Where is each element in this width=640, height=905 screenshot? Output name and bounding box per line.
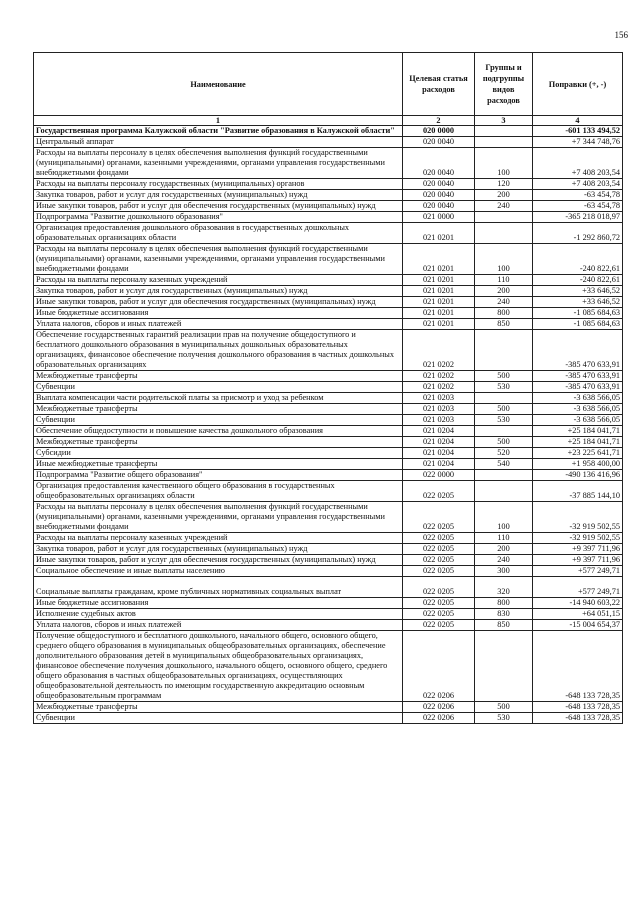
row-amount-cell: +577 249,71 xyxy=(533,577,623,598)
row-amount-cell: -3 638 566,05 xyxy=(533,415,623,426)
row-code-cell: 021 0202 xyxy=(403,330,475,371)
table-row xyxy=(34,544,623,555)
row-name-cell: Расходы на выплаты персоналу в целях обеспечения выполнения функций государственными (муниципальными) органами, казенными учреждениями, органами управления государственными внебюджетными фондами xyxy=(34,502,403,533)
row-name-cell: Межбюджетные трансферты xyxy=(34,437,403,448)
row-amount-cell: -3 638 566,05 xyxy=(533,404,623,415)
row-code-cell: 022 0205 xyxy=(403,502,475,533)
row-name-cell: Расходы на выплаты персоналу казенных учреждений xyxy=(34,275,403,286)
table-row xyxy=(34,459,623,470)
row-name-cell: Закупка товаров, работ и услуг для государственных (муниципальных) нужд xyxy=(34,544,403,555)
row-code-cell: 021 0203 xyxy=(403,393,475,404)
row-name-cell: Исполнение судебных актов xyxy=(34,609,403,620)
row-name-cell: Закупка товаров, работ и услуг для государственных (муниципальных) нужд xyxy=(34,286,403,297)
table-row xyxy=(34,437,623,448)
row-name-cell: Субсидии xyxy=(34,448,403,459)
table-row xyxy=(34,286,623,297)
row-amount-cell: -240 822,61 xyxy=(533,244,623,275)
row-group-cell xyxy=(475,470,533,481)
row-amount-cell: +64 051,15 xyxy=(533,609,623,620)
row-group-cell: 800 xyxy=(475,598,533,609)
table-row xyxy=(34,481,623,502)
row-name-cell: Иные закупки товаров, работ и услуг для обеспечения государственных (муниципальных) нужд xyxy=(34,555,403,566)
row-code-cell: 020 0040 xyxy=(403,148,475,179)
table-row xyxy=(34,448,623,459)
row-code-cell: 021 0203 xyxy=(403,415,475,426)
row-code-cell: 022 0205 xyxy=(403,533,475,544)
row-code-cell: 020 0040 xyxy=(403,201,475,212)
row-code-cell: 020 0040 xyxy=(403,190,475,201)
table-row xyxy=(34,319,623,330)
row-amount-cell: +23 225 641,71 xyxy=(533,448,623,459)
row-name-cell: Центральный аппарат xyxy=(34,137,403,148)
row-group-cell: 320 xyxy=(475,577,533,598)
column-number: 2 xyxy=(403,116,475,126)
table-row xyxy=(34,201,623,212)
row-group-cell: 850 xyxy=(475,620,533,631)
table-row xyxy=(34,148,623,179)
row-amount-cell: +25 184 041,71 xyxy=(533,437,623,448)
row-group-cell: 530 xyxy=(475,713,533,724)
row-group-cell: 540 xyxy=(475,459,533,470)
row-name-cell: Подпрограмма "Развитие общего образования" xyxy=(34,470,403,481)
row-amount-cell: -63 454,78 xyxy=(533,201,623,212)
row-group-cell: 120 xyxy=(475,179,533,190)
table-row xyxy=(34,382,623,393)
row-amount-cell: +7 344 748,76 xyxy=(533,137,623,148)
row-group-cell: 110 xyxy=(475,533,533,544)
table-row xyxy=(34,713,623,724)
row-amount-cell: +9 397 711,96 xyxy=(533,555,623,566)
row-amount-cell: -3 638 566,05 xyxy=(533,393,623,404)
row-name-cell: Государственная программа Калужской области "Развитие образования в Калужской области" xyxy=(34,126,403,137)
row-group-cell: 800 xyxy=(475,308,533,319)
row-group-cell: 200 xyxy=(475,190,533,201)
row-amount-cell: -490 136 416,96 xyxy=(533,470,623,481)
row-code-cell: 022 0205 xyxy=(403,481,475,502)
row-code-cell: 022 0206 xyxy=(403,702,475,713)
row-group-cell xyxy=(475,631,533,702)
row-name-cell: Иные бюджетные ассигнования xyxy=(34,598,403,609)
row-name-cell: Уплата налогов, сборов и иных платежей xyxy=(34,620,403,631)
row-group-cell xyxy=(475,330,533,371)
row-name-cell: Организация предоставления дошкольного образования в государственных дошкольных образовательных организациях области xyxy=(34,223,403,244)
row-name-cell: Расходы на выплаты персоналу в целях обеспечения выполнения функций государственными (муниципальными) органами, казенными учреждениями, органами управления государственными внебюджетными фондами xyxy=(34,148,403,179)
row-group-cell: 850 xyxy=(475,319,533,330)
table-row xyxy=(34,631,623,702)
budget-amendments-table xyxy=(33,52,623,724)
column-number: 3 xyxy=(475,116,533,126)
row-amount-cell: -648 133 728,35 xyxy=(533,631,623,702)
table-row xyxy=(34,702,623,713)
row-group-cell: 300 xyxy=(475,566,533,577)
row-code-cell: 021 0201 xyxy=(403,319,475,330)
row-code-cell: 020 0040 xyxy=(403,137,475,148)
table-row xyxy=(34,179,623,190)
row-group-cell xyxy=(475,126,533,137)
row-name-cell: Обеспечение общедоступности и повышение качества дошкольного образования xyxy=(34,426,403,437)
table-row xyxy=(34,566,623,577)
row-group-cell xyxy=(475,223,533,244)
row-name-cell: Социальные выплаты гражданам, кроме публичных нормативных социальных выплат xyxy=(34,577,403,598)
row-name-cell: Социальное обеспечение и иные выплаты населению xyxy=(34,566,403,577)
row-group-cell: 500 xyxy=(475,404,533,415)
table-row xyxy=(34,577,623,598)
row-amount-cell: -1 085 684,63 xyxy=(533,319,623,330)
table-row xyxy=(34,297,623,308)
table-row xyxy=(34,415,623,426)
row-name-cell: Субвенции xyxy=(34,415,403,426)
row-group-cell xyxy=(475,481,533,502)
row-name-cell: Расходы на выплаты персоналу государственных (муниципальных) органов xyxy=(34,179,403,190)
row-name-cell: Организация предоставления качественного общего образования в государственных общеобразовательных организациях области xyxy=(34,481,403,502)
row-name-cell: Субвенции xyxy=(34,382,403,393)
row-name-cell: Уплата налогов, сборов и иных платежей xyxy=(34,319,403,330)
table-row xyxy=(34,190,623,201)
table-row xyxy=(34,126,623,137)
table-row xyxy=(34,330,623,371)
row-amount-cell: -601 133 494,52 xyxy=(533,126,623,137)
row-amount-cell: -385 470 633,91 xyxy=(533,330,623,371)
row-code-cell: 022 0000 xyxy=(403,470,475,481)
row-code-cell: 022 0206 xyxy=(403,713,475,724)
row-name-cell: Субвенции xyxy=(34,713,403,724)
row-name-cell: Иные бюджетные ассигнования xyxy=(34,308,403,319)
row-code-cell: 021 0201 xyxy=(403,297,475,308)
row-code-cell: 022 0205 xyxy=(403,609,475,620)
row-name-cell: Подпрограмма "Развитие дошкольного образования" xyxy=(34,212,403,223)
row-name-cell: Иные закупки товаров, работ и услуг для обеспечения государственных (муниципальных) нужд xyxy=(34,297,403,308)
row-group-cell xyxy=(475,393,533,404)
table-header-row xyxy=(34,53,623,116)
row-name-cell: Межбюджетные трансферты xyxy=(34,371,403,382)
row-name-cell: Выплата компенсации части родительской платы за присмотр и уход за ребенком xyxy=(34,393,403,404)
row-code-cell: 022 0205 xyxy=(403,620,475,631)
row-group-cell: 200 xyxy=(475,286,533,297)
header-target-article: Целевая статья расходов xyxy=(403,53,475,116)
row-code-cell: 022 0205 xyxy=(403,566,475,577)
row-group-cell: 520 xyxy=(475,448,533,459)
row-code-cell: 021 0201 xyxy=(403,244,475,275)
row-code-cell: 021 0201 xyxy=(403,308,475,319)
row-code-cell: 021 0204 xyxy=(403,459,475,470)
row-group-cell: 500 xyxy=(475,437,533,448)
row-group-cell: 240 xyxy=(475,201,533,212)
row-name-cell: Закупка товаров, работ и услуг для государственных (муниципальных) нужд xyxy=(34,190,403,201)
row-amount-cell: -1 292 860,72 xyxy=(533,223,623,244)
row-group-cell: 530 xyxy=(475,382,533,393)
table-row xyxy=(34,620,623,631)
row-code-cell: 021 0202 xyxy=(403,382,475,393)
row-amount-cell: +577 249,71 xyxy=(533,566,623,577)
row-amount-cell: +33 646,52 xyxy=(533,286,623,297)
row-amount-cell: -1 085 684,63 xyxy=(533,308,623,319)
row-amount-cell: +7 408 203,54 xyxy=(533,148,623,179)
row-name-cell: Обеспечение государственных гарантий реализации прав на получение общедоступного и бесплатного дошкольного образования в муниципальных дошкольных образовательных организациях, финансовое обеспечение получения дошкольного образования в частных дошкольных образовательных организациях xyxy=(34,330,403,371)
row-amount-cell: -14 940 603,22 xyxy=(533,598,623,609)
row-code-cell: 021 0204 xyxy=(403,448,475,459)
row-amount-cell: +1 958 400,00 xyxy=(533,459,623,470)
row-code-cell: 022 0205 xyxy=(403,544,475,555)
row-amount-cell: -385 470 633,91 xyxy=(533,371,623,382)
row-code-cell: 021 0204 xyxy=(403,437,475,448)
row-name-cell: Иные закупки товаров, работ и услуг для обеспечения государственных (муниципальных) нужд xyxy=(34,201,403,212)
table-row xyxy=(34,502,623,533)
header-expense-groups: Группы и подгруппы видов расходов xyxy=(475,53,533,116)
row-group-cell: 530 xyxy=(475,415,533,426)
table-row xyxy=(34,137,623,148)
row-code-cell: 022 0205 xyxy=(403,577,475,598)
table-row xyxy=(34,275,623,286)
row-group-cell: 830 xyxy=(475,609,533,620)
table-row xyxy=(34,244,623,275)
row-group-cell: 100 xyxy=(475,148,533,179)
row-code-cell: 020 0040 xyxy=(403,179,475,190)
row-code-cell: 021 0201 xyxy=(403,275,475,286)
row-group-cell: 200 xyxy=(475,544,533,555)
row-code-cell: 021 0000 xyxy=(403,212,475,223)
table-row xyxy=(34,470,623,481)
row-group-cell: 500 xyxy=(475,371,533,382)
table-row xyxy=(34,393,623,404)
row-code-cell: 022 0205 xyxy=(403,555,475,566)
row-name-cell: Межбюджетные трансферты xyxy=(34,702,403,713)
row-group-cell xyxy=(475,137,533,148)
table-row xyxy=(34,609,623,620)
row-amount-cell: -15 004 654,37 xyxy=(533,620,623,631)
row-amount-cell: -63 454,78 xyxy=(533,190,623,201)
column-number-row xyxy=(34,116,623,126)
row-group-cell: 500 xyxy=(475,702,533,713)
table-row xyxy=(34,598,623,609)
row-amount-cell: -240 822,61 xyxy=(533,275,623,286)
header-amendments: Поправки (+, -) xyxy=(533,53,623,116)
row-amount-cell: +7 408 203,54 xyxy=(533,179,623,190)
table-row xyxy=(34,223,623,244)
row-group-cell: 100 xyxy=(475,244,533,275)
table-row xyxy=(34,404,623,415)
row-code-cell: 021 0201 xyxy=(403,223,475,244)
row-amount-cell: -32 919 502,55 xyxy=(533,502,623,533)
row-name-cell: Расходы на выплаты персоналу в целях обеспечения выполнения функций государственными (муниципальными) органами, казенными учреждениями, органами управления государственными внебюджетными фондами xyxy=(34,244,403,275)
row-code-cell: 021 0204 xyxy=(403,426,475,437)
row-amount-cell: +25 184 041,71 xyxy=(533,426,623,437)
row-code-cell: 020 0000 xyxy=(403,126,475,137)
row-amount-cell: -37 885 144,10 xyxy=(533,481,623,502)
page-number: 156 xyxy=(614,30,628,40)
table-row xyxy=(34,371,623,382)
row-amount-cell: +9 397 711,96 xyxy=(533,544,623,555)
row-amount-cell: -648 133 728,35 xyxy=(533,702,623,713)
row-group-cell: 240 xyxy=(475,297,533,308)
header-name: Наименование xyxy=(34,53,403,116)
table-row xyxy=(34,212,623,223)
row-amount-cell: -648 133 728,35 xyxy=(533,713,623,724)
row-group-cell: 100 xyxy=(475,502,533,533)
column-number: 4 xyxy=(533,116,623,126)
row-code-cell: 021 0202 xyxy=(403,371,475,382)
row-code-cell: 022 0206 xyxy=(403,631,475,702)
row-code-cell: 021 0203 xyxy=(403,404,475,415)
table-row xyxy=(34,308,623,319)
row-group-cell: 240 xyxy=(475,555,533,566)
table-row xyxy=(34,426,623,437)
row-group-cell xyxy=(475,426,533,437)
row-amount-cell: +33 646,52 xyxy=(533,297,623,308)
row-group-cell xyxy=(475,212,533,223)
row-code-cell: 022 0205 xyxy=(403,598,475,609)
table-row xyxy=(34,533,623,544)
row-amount-cell: -32 919 502,55 xyxy=(533,533,623,544)
row-amount-cell: -385 470 633,91 xyxy=(533,382,623,393)
row-name-cell: Иные межбюджетные трансферты xyxy=(34,459,403,470)
row-name-cell: Получение общедоступного и бесплатного дошкольного, начального общего, основного общего, среднего общего образования в муниципальных общеобразовательных организациях, обеспечение дополнительного образования детей в муниципальных общеобразовательных организациях, финансовое обеспечение получения дошкольного, начального общего, основного общего, среднего общего образования в частных общеобразовательных организациях, осуществляющих общеобразовательной деятельность по имеющим государственную аккредитацию основным общеобразовательным программам xyxy=(34,631,403,702)
row-group-cell: 110 xyxy=(475,275,533,286)
row-name-cell: Межбюджетные трансферты xyxy=(34,404,403,415)
column-number: 1 xyxy=(34,116,403,126)
row-name-cell: Расходы на выплаты персоналу казенных учреждений xyxy=(34,533,403,544)
row-amount-cell: -365 218 018,97 xyxy=(533,212,623,223)
row-code-cell: 021 0201 xyxy=(403,286,475,297)
table-row xyxy=(34,555,623,566)
